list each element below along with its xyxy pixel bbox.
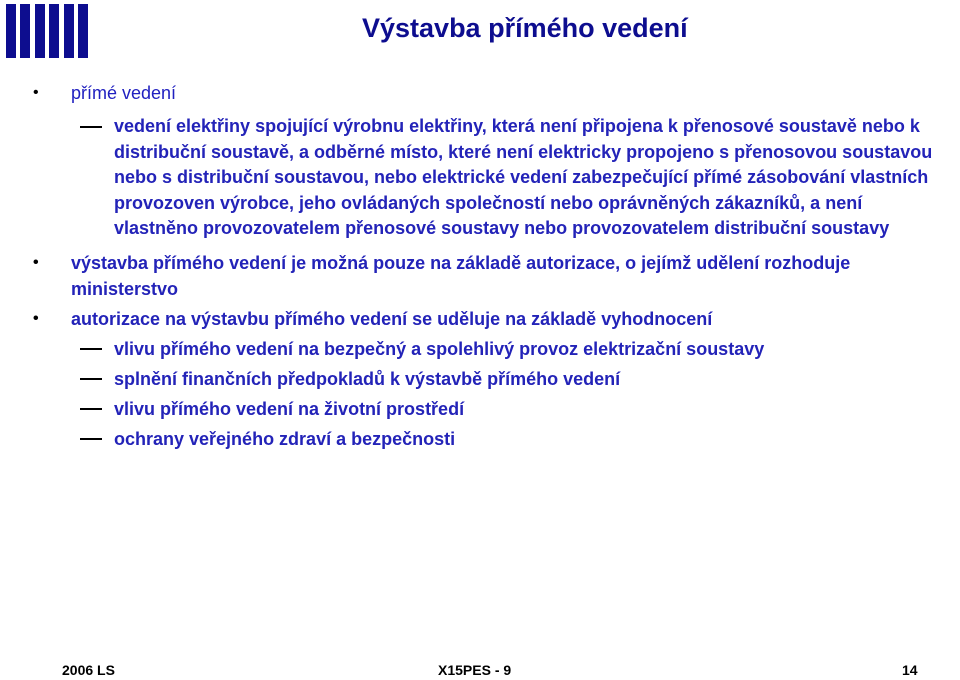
logo-bar: [64, 4, 74, 58]
bullet-icon: •: [33, 84, 39, 101]
sub-bullet-text: vlivu přímého vedení na životní prostředí: [114, 398, 465, 419]
sub-bullet-text: splnění finančních předpokladů k výstavbě přímého vedení: [114, 368, 621, 389]
dash-icon: [80, 348, 102, 350]
dash-icon: [80, 408, 102, 410]
bullet-icon: •: [33, 253, 39, 271]
sub-bullet-item: [0, 114, 944, 242]
sub-bullet-text: vlivu přímého vedení na bezpečný a spolehlivý provoz elektrizační soustavy: [114, 338, 765, 359]
bullet-text: autorizace na výstavbu přímého vedení se uděluje na základě vyhodnocení: [71, 308, 713, 329]
sub-bullet-item: [0, 396, 944, 422]
logo-bar: [35, 4, 45, 58]
bullet-icon: •: [33, 309, 39, 327]
logo-bar: [6, 4, 16, 58]
footer-left: 2006 LS: [62, 662, 115, 678]
logo-bar: [20, 4, 30, 58]
bullet-item: [0, 306, 931, 332]
logo-bar: [49, 4, 59, 58]
sub-bullet-item: [0, 426, 944, 452]
sub-bullet-text: ochrany veřejného zdraví a bezpečnosti: [114, 428, 456, 449]
logo-icon: [6, 4, 88, 58]
bullet-item: [0, 250, 931, 302]
slide-content: [0, 80, 960, 456]
slide-title: Výstavba přímého vedení: [362, 13, 688, 43]
dash-icon: [80, 438, 102, 440]
bullet-text: přímé vedení: [71, 83, 177, 103]
sub-bullet-text: vedení elektřiny spojující výrobnu elektřiny, která není připojena k přenosové soustavě nebo k distribuční soustavě, a odběrné místo, které není elektricky propojeno s přenosovou soustavou nebo s distribuční soustavou, nebo elektrické vedení zabezpečující přímé zásobování vlastních provozoven výrobce, jeho ovládaných společností nebo oprávněných zákazníků, a není vlastněno provozovatelem přenosové soustavy nebo provozovatelem distribuční soustavy: [114, 116, 933, 238]
dash-icon: [80, 126, 102, 128]
footer-page-number: 14: [902, 662, 918, 678]
dash-icon: [80, 378, 102, 380]
sub-bullet-item: [0, 336, 944, 362]
bullet-item: [0, 80, 931, 106]
sub-bullet-item: [0, 366, 944, 392]
footer-center: X15PES - 9: [438, 662, 512, 678]
logo-bar: [78, 4, 88, 58]
bullet-text: výstavba přímého vedení je možná pouze na základě autorizace, o jejímž udělení rozhoduje ministerstvo: [71, 252, 851, 299]
